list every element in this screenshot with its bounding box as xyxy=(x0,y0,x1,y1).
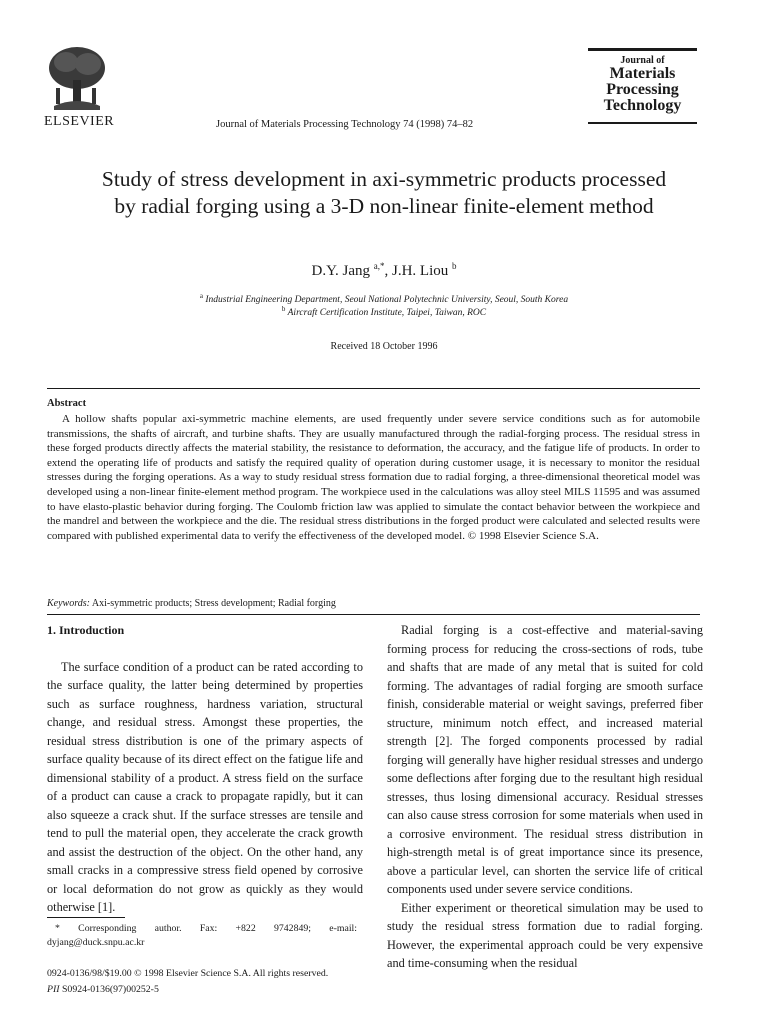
author-2-marker: b xyxy=(451,261,457,271)
journal-logo xyxy=(588,48,697,124)
journal-logo-of: Journal of xyxy=(620,55,665,66)
journal-logo-text xyxy=(588,56,697,114)
journal-logo-top-rule xyxy=(588,48,697,51)
received-date: Received 18 October 1996 xyxy=(330,341,438,352)
affiliation-a xyxy=(40,292,728,305)
section-heading-introduction: 1. Introduction xyxy=(47,623,125,637)
affiliation-b-marker: b xyxy=(281,305,286,313)
publisher-name: ELSEVIER xyxy=(44,114,115,129)
pii-label: PII xyxy=(47,984,60,995)
author-1: D.Y. Jang xyxy=(311,263,370,279)
keywords-label: Keywords: xyxy=(47,598,90,609)
footnote-rule xyxy=(47,917,125,918)
title-line-1: Study of stress development in axi-symmetric products processed xyxy=(101,167,667,191)
introduction-paragraph: The surface condition of a product can be rated according to the surface quality, the latter being determined by properties such as surface roughness, hardness variation, structural change, and residual stress. Amongst these properties, the residual stress distribution is one of the primary aspects of surface quality because of its direct effect on the fatigue life and dimensional stability of a product. A stress field on the surface of a product can cause a crack to propagate rapidly, but it can also squeeze a crack shut. If the surface stresses are tensile and tend to pull the material open, they accelerate the crack growth and assist the destruction of the object. On the other hand, any small cracks in a compressive stress field opened by corrosive or local deformation do not grow as quickly as they would otherwise [1]. xyxy=(47,659,363,914)
elsevier-tree-logo xyxy=(44,44,110,114)
right-column xyxy=(387,621,703,973)
affiliation-a-text: Industrial Engineering Department, Seoul National Polytechnic University, Seoul, South Korea xyxy=(205,295,569,306)
paper-title xyxy=(40,166,728,220)
author-2: J.H. Liou xyxy=(391,263,449,279)
keywords xyxy=(47,598,336,609)
corresponding-author-footnote: * Corresponding author. Fax: +822 9742849; e-mail: dyjang@duck.snpu.ac.kr xyxy=(47,923,357,948)
left-column xyxy=(47,621,363,917)
copyright-line: 0924-0136/98/$19.00 © 1998 Elsevier Science S.A. All rights reserved. xyxy=(47,968,329,979)
right-paragraph-1: Radial forging is a cost-effective and material-saving forming process for reducing the cross-sections of rods, tube and shafts that are made of any metal that is suited for cold forming. The advantages of radial forging are smooth surface finish, considerable material or weight savings, preferred fiber structure, minimum notch effect, and increased material strength [2]. The forged components processed by radial forging will generally have higher residual stresses and undergo some deflections after forging due to the resultant high residual stresses, thus losing dimensional accuracy. Residual stresses can also cause stress corrosion for some materials when used in a corrosive environment. The residual stress distribution in high-strength metal is of great importance since its presence, above a particular level, can shorten the service life of critical components used under severe service conditions. xyxy=(387,623,703,896)
affiliation-b xyxy=(40,305,728,318)
pii-line xyxy=(47,982,377,998)
affiliation-b-text: Aircraft Certification Institute, Taipei, Taiwan, ROC xyxy=(287,308,487,319)
abstract-bottom-rule xyxy=(47,614,700,615)
affiliation-a-marker: a xyxy=(199,292,203,300)
author-separator: , xyxy=(384,263,392,279)
pii-value: S0924-0136(97)00252-5 xyxy=(61,984,159,995)
abstract-top-rule xyxy=(47,388,700,389)
author-list xyxy=(40,261,728,280)
author-1-marker: a,* xyxy=(373,261,385,271)
journal-logo-line2: Processing xyxy=(606,81,679,98)
right-paragraph-2: Either experiment or theoretical simulation may be used to study the residual stress formation due to radial forging. However, the experimental approach could be very expensive and time-consuming when the residual xyxy=(387,900,703,970)
title-line-2: by radial forging using a 3-D non-linear finite-element method xyxy=(114,194,654,218)
journal-logo-bottom-rule xyxy=(588,122,697,124)
keywords-text: Axi-symmetric products; Stress development; Radial forging xyxy=(91,598,336,609)
journal-logo-line1: Materials xyxy=(609,65,676,82)
abstract-heading: Abstract xyxy=(47,398,87,409)
journal-logo-line3: Technology xyxy=(603,97,682,114)
abstract-text: A hollow shafts popular axi-symmetric machine elements, are used frequently under severe service conditions such as for automobile transmissions, the shafts of aircraft, and turbine shafts. They are usually manufactured through the radial-forging process. The residual stress in these forged products directly affects the material stability, the resistance to deformation, the accuracy, and the fatigue life of products. In order to extend the operating life of products and satisfy the required quality of operation during customer usage, it is necessary to monitor the residual stresses during the forging operations. As a way to study residual stress formation due to radial forging, a three-dimensional theoretical model was developed using a non-linear finite-element method program. The workpiece used in the calculations was alloy steel MILS 11595 and was assumed to have elasto-plastic behavior during forging. The Coulomb friction law was applied to simulate the contact behavior between the workpiece and the mandrel and between the workpiece and the die. The residual stress distributions in the forged product were calculated and selected results were compared with published experimental data to verify the effectiveness of the developed model. © 1998 Elsevier Science S.A. xyxy=(47,413,700,542)
copyright-block xyxy=(47,966,377,998)
journal-citation: Journal of Materials Processing Technology 74 (1998) 74–82 xyxy=(216,119,474,130)
